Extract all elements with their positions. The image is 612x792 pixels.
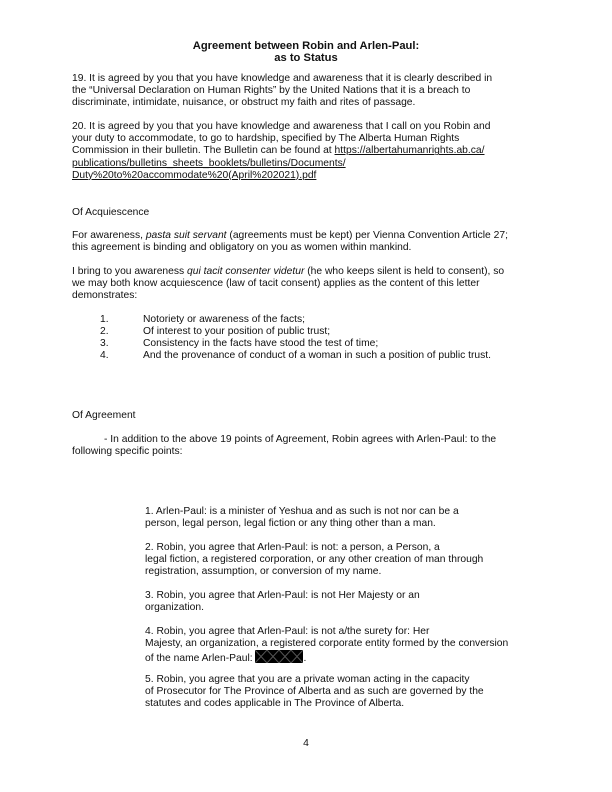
- list-number: 3.: [100, 338, 109, 349]
- text-line: registration, assumption, or conversion of my name.: [145, 566, 382, 578]
- text-line: 3. Robin, you agree that Arlen-Paul: is not Her Majesty or an: [145, 590, 420, 601]
- text-line: 4. Robin, you agree that Arlen-Paul: is not a/the surety for: Her: [145, 626, 430, 637]
- agreement-intro: [72, 434, 550, 458]
- list-item: And the provenance of conduct of a woman in such a position of public trust.: [143, 350, 492, 361]
- text-line: statutes and codes applicable in The Province of Alberta.: [145, 698, 405, 710]
- text-line: - In addition to the above 19 points of Agreement, Robin agrees with Arlen-Paul: to the: [104, 434, 497, 445]
- title-line-2: as to Status: [274, 52, 338, 65]
- text-line: your duty to accommodate, to go to hardship, specified by The Alberta Human Rights: [72, 133, 460, 145]
- latin-phrase: pasta suit servant: [145, 230, 227, 241]
- bulletin-link[interactable]: https://albertahumanrights.ab.ca/: [334, 145, 485, 157]
- text-line: organization.: [145, 602, 204, 614]
- acquiescence-heading: Of Acquiescence: [72, 207, 150, 218]
- bulletin-link-cont[interactable]: Duty%20to%20accommodate%20(April%202021).pdf: [72, 169, 317, 181]
- text-line: of Prosecutor for The Province of Alberta and as such are governed by the: [145, 686, 484, 698]
- text-line: 19. It is agreed by you that you have knowledge and awareness that it is clearly described in: [72, 73, 493, 84]
- text-line: 20. It is agreed by you that you have knowledge and awareness that I call on you Robin and: [72, 121, 491, 132]
- list-item: Consistency in the facts have stood the test of time;: [143, 338, 379, 349]
- text-line: discriminate, intimidate, nuisance, or obstruct my faith and rites of passage.: [72, 97, 416, 109]
- text-line: person, legal person, legal fiction or any thing other than a man.: [145, 518, 436, 530]
- latin-phrase: qui tacit consenter videtur: [187, 266, 305, 277]
- text-line: this agreement is binding and obligatory on you as women within mankind.: [72, 242, 412, 254]
- text-line: [145, 650, 525, 665]
- text-line: [72, 266, 550, 278]
- acquiescence-para-1: [72, 230, 550, 254]
- text-line: 1. Arlen-Paul: is a minister of Yeshua and as such is not nor can be a: [145, 506, 459, 517]
- text-line: [72, 145, 550, 157]
- list-item: Of interest to your position of public trust;: [143, 326, 331, 337]
- agreement-point-3: [145, 590, 525, 614]
- text-segment: of the name Arlen-Paul:: [145, 653, 256, 665]
- text-segment: I bring to you awareness: [72, 266, 188, 277]
- paragraph-20: [72, 121, 550, 182]
- acquiescence-para-2: [72, 266, 550, 303]
- text-segment: .: [303, 653, 307, 665]
- text-segment: For awareness,: [72, 230, 146, 241]
- agreement-heading: Of Agreement: [72, 410, 136, 421]
- text-line: we may both know acquiescence (law of tacit consent) applies as the content of this letter: [72, 278, 480, 290]
- text-line: 2. Robin, you agree that Arlen-Paul: is not: a person, a Person, a: [145, 542, 440, 553]
- text-line: Majesty, an organization, a registered corporate entity formed by the conversion: [145, 638, 509, 650]
- agreement-point-2: [145, 542, 525, 579]
- text-line: the “Universal Declaration on Human Rights” by the United Nations that it is a breach to: [72, 85, 471, 97]
- bulletin-link-cont[interactable]: publications/bulletins_sheets_booklets/bulletins/Documents/: [72, 157, 346, 169]
- text-segment: (agreements must be kept) per Vienna Convention Article 27;: [226, 230, 508, 241]
- text-segment: (he who keeps silent is held to consent), so: [304, 266, 505, 277]
- list-number: 1.: [100, 314, 109, 325]
- document-title: [0, 40, 612, 64]
- text-line: following specific points:: [72, 446, 183, 458]
- agreement-point-5: [145, 674, 525, 711]
- agreement-point-1: [145, 506, 525, 530]
- agreement-point-4: [145, 626, 525, 666]
- text-line: legal fiction, a registered corporation, or any other creation of man through: [145, 554, 484, 566]
- paragraph-19: [72, 73, 550, 110]
- page-number: 4: [303, 738, 309, 749]
- text-segment: Commission in their bulletin. The Bulletin can be found at: [72, 145, 335, 157]
- redaction-block: [255, 650, 303, 663]
- text-line: 5. Robin, you agree that you are a private woman acting in the capacity: [145, 674, 470, 685]
- text-line: [72, 230, 550, 242]
- list-item: Notoriety or awareness of the facts;: [143, 314, 305, 325]
- list-number: 4.: [100, 350, 109, 361]
- text-line: demonstrates:: [72, 290, 138, 302]
- list-number: 2.: [100, 326, 109, 337]
- title-line-1: Agreement between Robin and Arlen-Paul:: [192, 40, 420, 52]
